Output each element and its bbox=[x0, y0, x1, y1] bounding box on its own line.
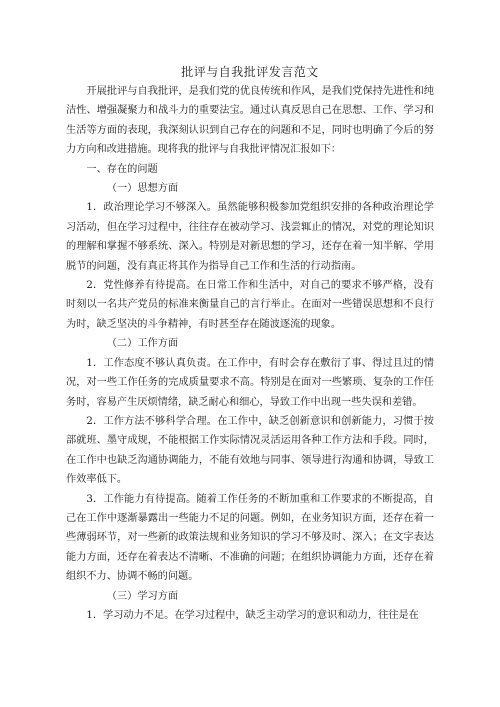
subsection-heading-work: （二）工作方面 bbox=[106, 338, 179, 350]
paragraph-study-1: 1．学习动力不足。在学习过程中，缺乏主动学习的意识和动力，往往是在 bbox=[86, 609, 419, 621]
paragraph-work-3: 3．工作能力有待提高。随着工作任务的不断加重和工作要求的不断提高，自己在工作中逐渐暴露出一些能力不足的问题。例如，在业务知识方面，还存在着一些薄弱环节，对一些新的政策法规和业务知识的学习不够及时、深入；在文字表达能力方面，还存在着表达不清晰、不准确的问题；在组织协调能力方面，还存在着组织不力、协调不畅的问题。 bbox=[66, 493, 434, 583]
intro-paragraph: 开展批评与自我批评，是我们党的优良传统和作风，是我们党保持先进性和纯洁性、增强凝聚力和战斗力的重要法宝。通过认真反思自己在思想、工作、学习和生活等方面的表现，我深刻认识到自己存在的问题和不足，同时也明确了今后的努力方向和改进措施。现将我的批评与自我批评情况汇报如下： bbox=[66, 86, 434, 156]
paragraph-work-2: 2．工作方法不够科学合理。在工作中，缺乏创新意识和创新能力，习惯于按部就班、墨守成规，不能根据工作实际情况灵活运用各种工作方法和手段。同时，在工作中也缺乏沟通协调能力，不能有效地与同事、领导进行沟通和协调，导致工作效率低下。 bbox=[66, 415, 434, 486]
paragraph-work-1: 1．工作态度不够认真负责。在工作中，有时会存在敷衍了事、得过且过的情况，对一些工作任务的完成质量要求不高。特别是在面对一些繁琐、复杂的工作任务时，容易产生厌烦情绪，缺乏耐心和细心，导致工作中出现一些失误和差错。 bbox=[66, 357, 434, 408]
document-title: 批评与自我批评发言范文 bbox=[181, 65, 319, 79]
subsection-heading-thought: （一）思想方面 bbox=[106, 183, 179, 195]
document-body bbox=[66, 82, 434, 625]
subsection-heading-study: （三）学习方面 bbox=[106, 590, 179, 602]
section-heading-problems: 一、存在的问题 bbox=[86, 163, 158, 175]
paragraph-thought-1: 1．政治理论学习不够深入。虽然能够积极参加党组织安排的各种政治理论学习活动，但在学习过程中，往往存在被动学习、浅尝辄止的情况，对党的理论知识的理解和掌握不够系统、深入。特别是对新思想的学习，还存在着一知半解、学用脱节的问题，没有真正将其作为指导自己工作和生活的行动指南。 bbox=[66, 202, 434, 272]
paragraph-thought-2: 2．党性修养有待提高。在日常工作和生活中，对自己的要求不够严格，没有时刻以一名共产党员的标准来衡量自己的言行举止。在面对一些错误思想和不良行为时，缺乏坚决的斗争精神，有时甚至存在随波逐流的现象。 bbox=[66, 280, 434, 330]
